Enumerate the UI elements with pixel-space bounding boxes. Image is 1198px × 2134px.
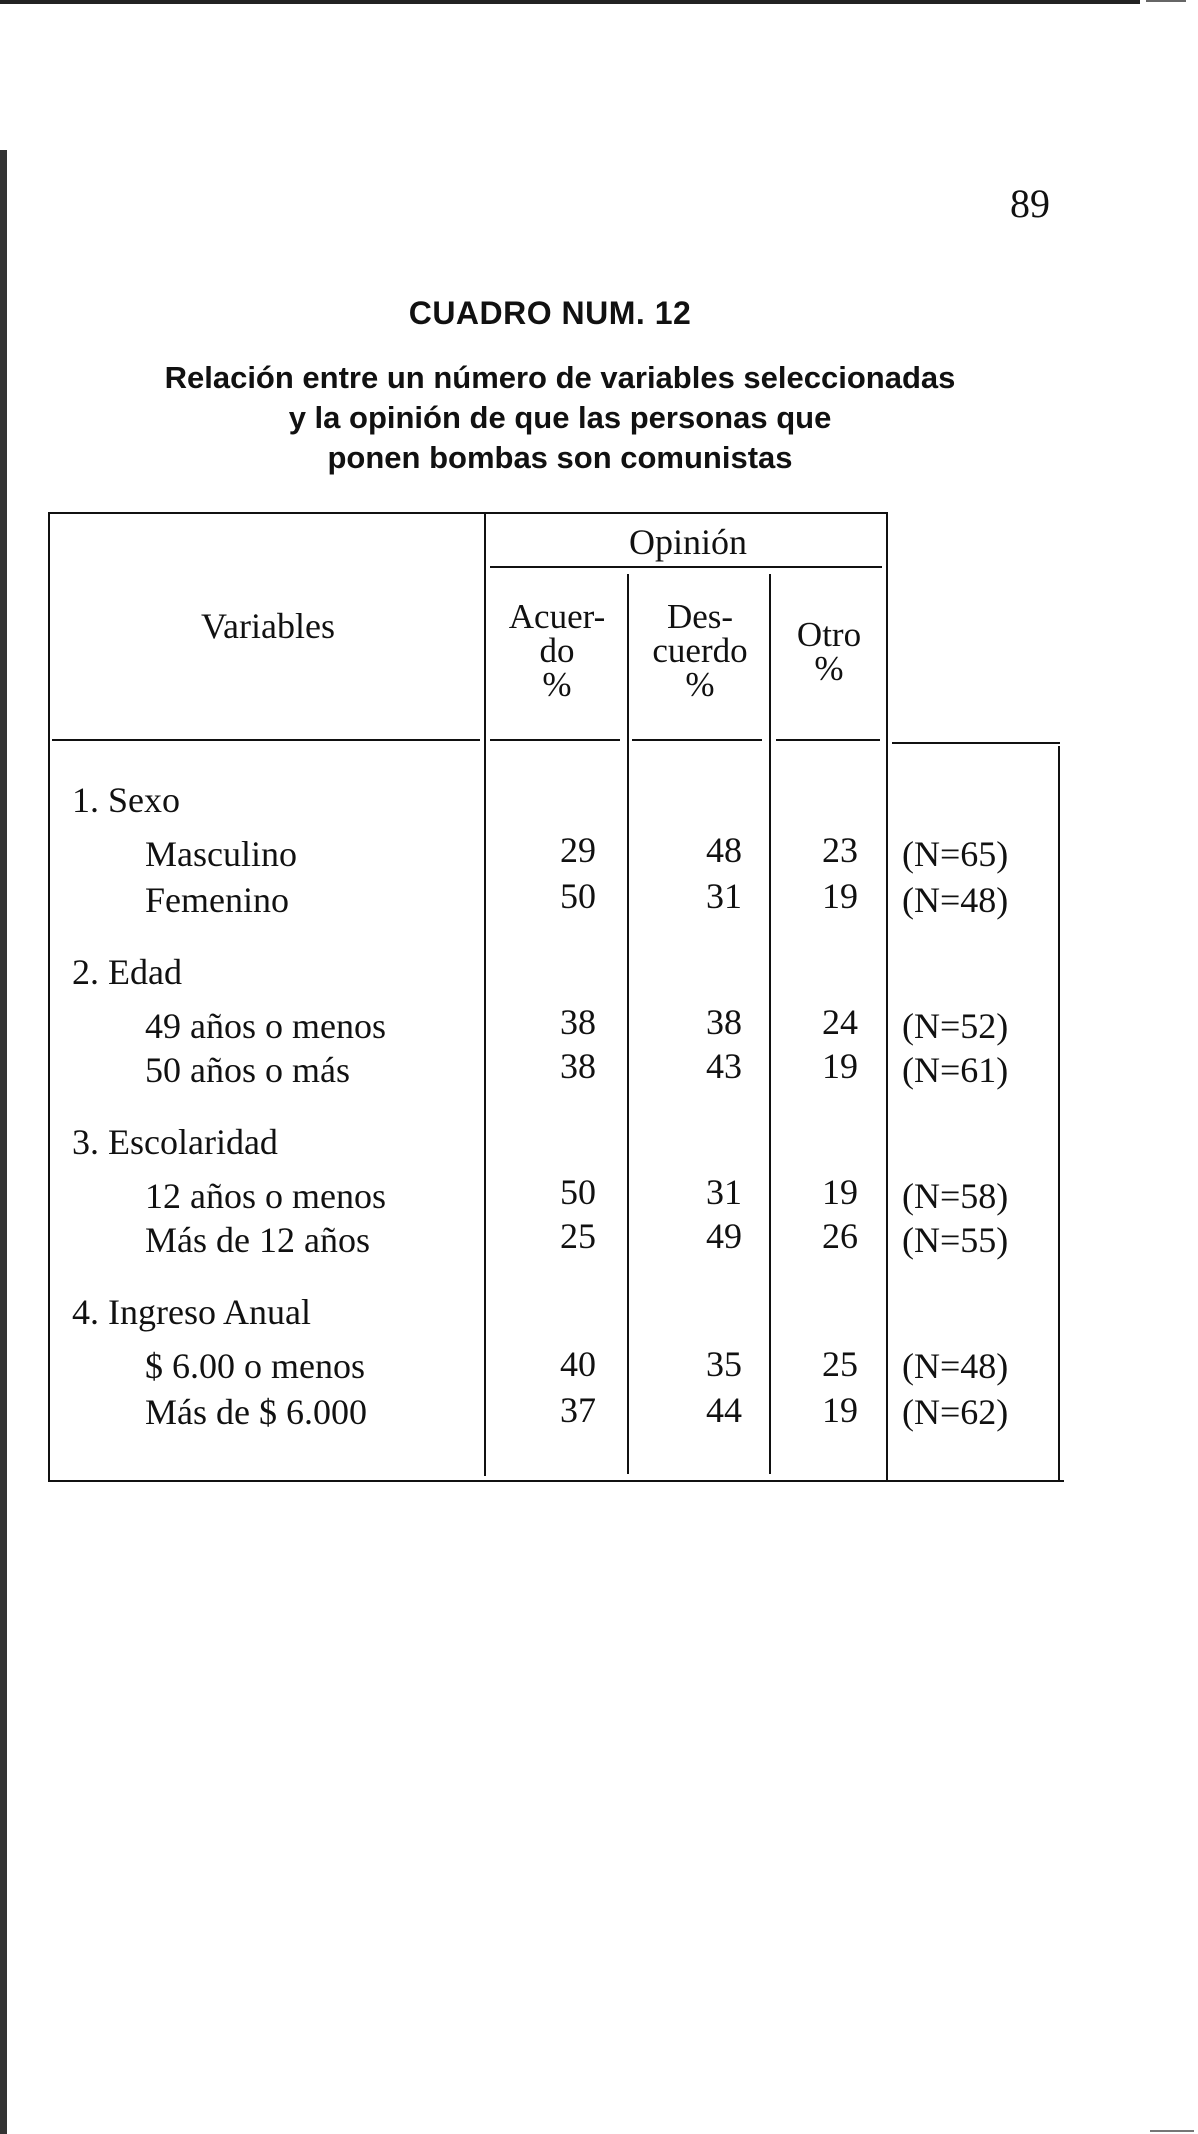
- cell-acuerdo: 25: [560, 1216, 596, 1256]
- cell-n: (N=65): [902, 834, 1009, 874]
- header-bottom-rule: [892, 742, 1060, 744]
- row-label: 50 años o más: [145, 1050, 350, 1090]
- row-label: Más de $ 6.000: [145, 1392, 367, 1432]
- header-bottom-rule: [776, 739, 880, 741]
- cell-otro: 25: [822, 1344, 858, 1384]
- cell-n: (N=58): [902, 1176, 1009, 1216]
- cell-acuerdo: 38: [560, 1046, 596, 1086]
- cell-acuerdo: 29: [560, 830, 596, 870]
- cell-desacuerdo: 44: [706, 1390, 742, 1430]
- cell-desacuerdo: 31: [706, 1172, 742, 1212]
- page-number: 89: [1010, 181, 1050, 226]
- header-bottom-rule: [52, 739, 480, 741]
- cell-acuerdo: 50: [560, 876, 596, 916]
- cell-otro: 23: [822, 830, 858, 870]
- group-label: 1. Sexo: [72, 780, 180, 820]
- cell-desacuerdo: 48: [706, 830, 742, 870]
- cell-acuerdo: 38: [560, 1002, 596, 1042]
- column-rule: [769, 574, 771, 1474]
- edge-mark: [1146, 0, 1186, 2]
- header-bottom-rule: [490, 739, 620, 741]
- cell-n: (N=48): [902, 880, 1009, 920]
- cell-otro: 19: [822, 1046, 858, 1086]
- cell-otro: 26: [822, 1216, 858, 1256]
- row-label: 49 años o menos: [145, 1006, 386, 1046]
- cell-desacuerdo: 31: [706, 876, 742, 916]
- edge-mark: [1150, 2130, 1194, 2132]
- cell-n: (N=55): [902, 1220, 1009, 1260]
- table-bottom-rule: [48, 1480, 1064, 1482]
- top-rule: [0, 0, 1140, 4]
- subtitle-line: Relación entre un número de variables seleccionadas: [164, 360, 956, 395]
- header-bottom-rule: [632, 739, 762, 741]
- cell-desacuerdo: 43: [706, 1046, 742, 1086]
- cell-n: (N=52): [902, 1006, 1009, 1046]
- group-label: 3. Escolaridad: [72, 1122, 278, 1162]
- header-opinion: Opinión: [628, 522, 747, 562]
- table-top-rule: [48, 512, 888, 514]
- subtitle-line: y la opinión de que las personas que: [288, 400, 832, 435]
- column-rule: [886, 512, 888, 1482]
- header-desacuerdo: Des- cuerdo %: [652, 597, 748, 704]
- column-rule: [48, 512, 50, 1482]
- cell-otro: 24: [822, 1002, 858, 1042]
- column-rule: [484, 512, 486, 1476]
- cell-desacuerdo: 35: [706, 1344, 742, 1384]
- cell-acuerdo: 40: [560, 1344, 596, 1384]
- row-label: Femenino: [145, 880, 289, 920]
- subtitle-line: ponen bombas son comunistas: [327, 440, 793, 475]
- cell-otro: 19: [822, 1390, 858, 1430]
- opinion-rule: [490, 566, 882, 568]
- group-label: 4. Ingreso Anual: [72, 1292, 311, 1332]
- cell-n: (N=62): [902, 1392, 1009, 1432]
- header-otro: Otro %: [796, 615, 862, 688]
- header-acuerdo: Acuer- do %: [508, 597, 606, 704]
- row-label: 12 años o menos: [145, 1176, 386, 1216]
- table-title: CUADRO NUM. 12: [408, 295, 692, 331]
- row-label: $ 6.00 o menos: [145, 1346, 365, 1386]
- header-variables: Variables: [201, 606, 335, 646]
- cell-n: (N=48): [902, 1346, 1009, 1386]
- cell-otro: 19: [822, 1172, 858, 1212]
- row-label: Más de 12 años: [145, 1220, 370, 1260]
- cell-acuerdo: 37: [560, 1390, 596, 1430]
- column-rule: [627, 574, 629, 1474]
- cell-n: (N=61): [902, 1050, 1009, 1090]
- page-binding-edge: [0, 150, 7, 2134]
- cell-otro: 19: [822, 876, 858, 916]
- cell-desacuerdo: 49: [706, 1216, 742, 1256]
- table-subtitle: [60, 358, 1060, 478]
- group-label: 2. Edad: [72, 952, 182, 992]
- row-label: Masculino: [145, 834, 297, 874]
- cell-desacuerdo: 38: [706, 1002, 742, 1042]
- cell-acuerdo: 50: [560, 1172, 596, 1212]
- column-rule: [1058, 746, 1060, 1480]
